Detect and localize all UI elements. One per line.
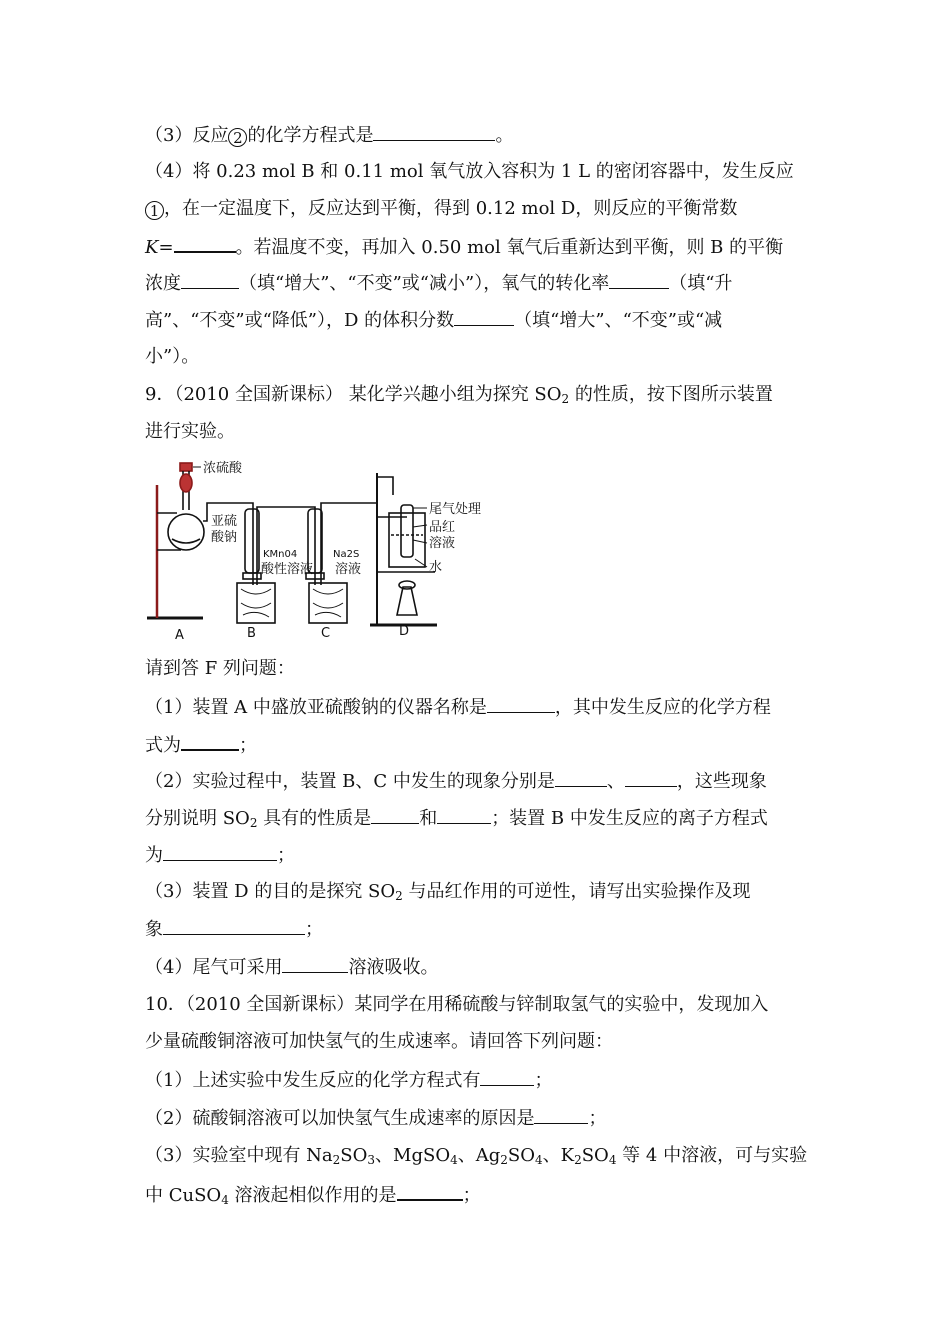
label-tail-gas: 尾气处理 — [429, 502, 482, 517]
q8-item4-line1: （4）将 0.23 mol B 和 0.11 mol 氧气放入容积为 1 L 的密闭容器中，发生反应 — [145, 161, 794, 182]
label-kmno4: KMn04 — [263, 549, 298, 560]
answer-blank[interactable] — [534, 1107, 588, 1124]
round-flask-icon — [168, 514, 204, 550]
label-na2s: Na2S — [333, 549, 360, 560]
answer-blank[interactable] — [282, 956, 348, 973]
label-D: D — [399, 624, 410, 639]
q8-item4-line5: 高”、“不变”或“降低”），D 的体积分数 （填“增大”、“不变”或“减 — [145, 310, 723, 331]
circled-2: 2 — [228, 128, 247, 147]
burner-icon — [397, 587, 417, 615]
answer-blank[interactable] — [625, 770, 677, 787]
label-C: C — [321, 626, 331, 641]
q9-item2-line1: （2）实验过程中，装置 B、C 中发生的现象分别是 、 ，这些现象 — [145, 771, 767, 792]
beaker-icon — [389, 513, 425, 567]
q9-heading: 9．（2010 全国新课标） 某化学兴趣小组为探究 $SO_2$ 的性质，按下图所示装置 — [145, 384, 773, 406]
stopper-icon — [180, 463, 192, 471]
q9-item1-line2: 式为 ； — [145, 735, 257, 756]
answer-blank[interactable] — [487, 696, 555, 713]
wood-block-C — [309, 583, 347, 623]
wood-block-B — [237, 583, 275, 623]
answer-blank[interactable] — [555, 770, 607, 787]
q9-item3-line1: （3）装置 D 的目的是探究 $SO_2$ 与品红作用的可逆性，请写出实验操作及现 — [145, 881, 751, 903]
q10-item1: （1）上述实验中发生反应的化学方程式有 ； — [145, 1070, 553, 1091]
q9-prompt: 请到答 F 列问题： — [145, 658, 295, 679]
q10-item3-line1: （3）实验室中现有 $Na_2SO_3$、MgSO$_4$、$Ag_2SO_4$、$K_2SO_4$ 等 4 中溶液，可与实验 — [145, 1145, 808, 1167]
q9-item2-line3: 为 ； — [145, 845, 295, 866]
q10-heading: 10．（2010 全国新课标）某同学在用稀硫酸与锌制取氢气的实验中，发现加入 — [145, 994, 769, 1015]
svg-text:溶液: 溶液 — [429, 536, 456, 551]
answer-blank[interactable] — [181, 733, 239, 751]
answer-blank[interactable] — [480, 1069, 534, 1086]
label-water: 水 — [429, 560, 443, 575]
label-B: B — [247, 626, 256, 641]
q10-item3-line2: 中 CuSO$_4$ 溶液起相似作用的是 ； — [145, 1185, 481, 1207]
q9-item3-line2: 象 ； — [145, 919, 323, 940]
svg-text:溶液: 溶液 — [335, 562, 362, 577]
q8-item3: （3）反应 2 的化学方程式是 。 — [145, 125, 514, 147]
label-A: A — [175, 628, 184, 643]
circled-1: 1 — [145, 201, 164, 220]
answer-blank[interactable] — [454, 309, 514, 326]
q10-item2: （2）硫酸铜溶液可以加快氢气生成速率的原因是 ； — [145, 1108, 607, 1129]
answer-blank[interactable] — [163, 844, 277, 861]
answer-blank[interactable] — [163, 918, 305, 935]
svg-text:酸性溶液: 酸性溶液 — [261, 562, 314, 577]
answer-blank[interactable] — [181, 272, 239, 289]
answer-blank[interactable] — [174, 235, 236, 253]
answer-blank[interactable] — [371, 807, 419, 824]
label-na2so3: 亚硫 — [211, 514, 238, 529]
answer-blank[interactable] — [373, 124, 495, 141]
label-pinhong: 品红 — [429, 520, 456, 535]
q8-item4-line2: 1 ，在一定温度下，反应达到平衡，得到 0.12 mol D，则反应的平衡常数 — [145, 198, 737, 220]
q10-heading-line2: 少量硫酸铜溶液可加快氢气的生成速率。请回答下列问题： — [145, 1031, 613, 1052]
q8-item4-line4: 浓度 （填“增大”、“不变”或“减小”），氧气的转化率 （填“升 — [145, 273, 733, 294]
q9-item4: （4）尾气可采用 溶液吸收。 — [145, 957, 439, 978]
answer-blank[interactable] — [397, 1183, 463, 1201]
q9-item2-line2: 分别说明 $SO_2$ 具有的性质是 和 ；装置 B 中发生反应的离子方程式 — [145, 808, 768, 830]
q8-item4-line3: K= 。若温度不变，再加入 0.50 mol 氧气后重新达到平衡，则 B 的平衡 — [145, 237, 784, 258]
q9-item1-line1: （1）装置 A 中盛放亚硫酸钠的仪器名称是 ，其中发生反应的化学方程 — [145, 697, 771, 718]
answer-blank[interactable] — [609, 272, 669, 289]
q8-item4-line6: 小”）。 — [145, 346, 200, 367]
answer-blank[interactable] — [437, 807, 491, 824]
label-acid: 浓硫酸 — [203, 461, 243, 476]
q9-heading-line2: 进行实验。 — [145, 421, 235, 442]
svg-text:酸钠: 酸钠 — [211, 530, 238, 545]
q8-item3-text: （3）反应 — [145, 125, 229, 146]
apparatus-figure — [145, 455, 495, 650]
